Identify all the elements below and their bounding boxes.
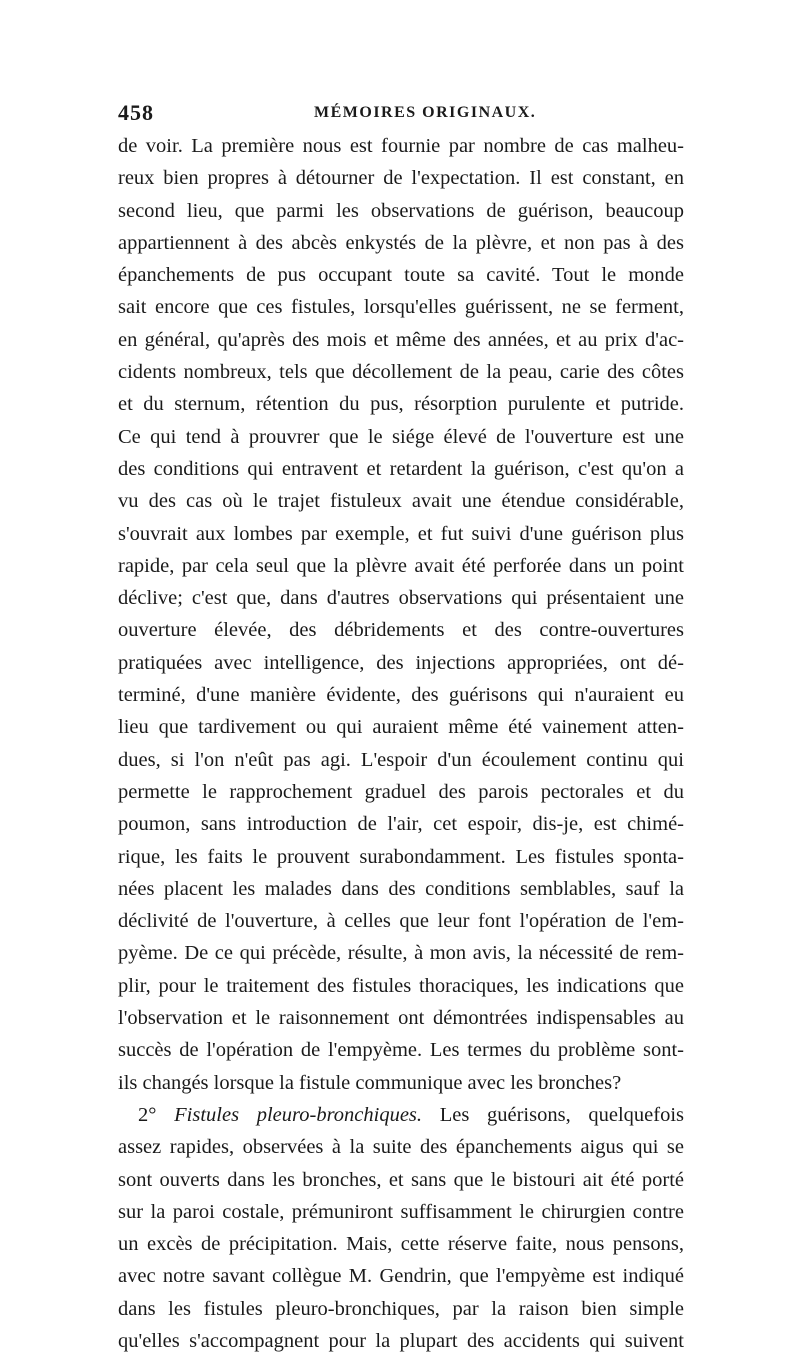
text-line: succès de l'opération de l'empyème. Les termes du problème sont- (118, 1039, 684, 1062)
text-line: plir, pour le traitement des fistules thoraciques, les indications que (118, 974, 684, 997)
text-line: rapide, par cela seul que la plèvre avait été perforée dans un point (118, 554, 684, 577)
text-line: nées placent les malades dans des conditions semblables, sauf la (118, 877, 684, 900)
text-line: rique, les faits le prouvent surabondamment. Les fistules sponta- (118, 845, 684, 868)
text-line: vu des cas où le trajet fistuleux avait une étendue considérable, (118, 490, 684, 513)
running-head: MÉMOIRES ORIGINAUX. (314, 104, 537, 121)
text-line: cidents nombreux, tels que décollement de la peau, carie des côtes (118, 361, 684, 384)
text-line: permette le rapprochement graduel des parois pectorales et du (118, 780, 684, 803)
section-title: Fistules pleuro-bronchiques. (174, 1103, 423, 1126)
section-heading-line (118, 1099, 684, 1131)
text-line: second lieu, que parmi les observations de guérison, beaucoup (118, 199, 684, 222)
text-line: appartiennent à des abcès enkystés de la plèvre, et non pas à des (118, 231, 684, 254)
text-line: dues, si l'on n'eût pas agi. L'espoir d'un écoulement continu qui (118, 748, 684, 771)
text-line: et du sternum, rétention du pus, résorption purulente et putride. (118, 393, 684, 416)
text-line: sont ouverts dans les bronches, et sans que le bistouri ait été porté (118, 1168, 684, 1191)
body-text (118, 130, 684, 1357)
text-line: lieu que tardivement ou qui auraient même été vainement atten- (118, 716, 684, 739)
text-line: pyème. De ce qui précède, résulte, à mon avis, la nécessité de rem- (118, 942, 684, 965)
text-line: ouverture élevée, des débridements et des contre-ouvertures (118, 619, 684, 642)
text-line: de voir. La première nous est fournie par nombre de cas malheu- (118, 135, 684, 157)
text-line: épanchements de pus occupant toute sa cavité. Tout le monde (118, 264, 684, 287)
text-line: avec notre savant collègue M. Gendrin, que l'empyème est indiqué (118, 1265, 684, 1288)
text-line: dans les fistules pleuro-bronchiques, par la raison bien simple (118, 1297, 684, 1320)
page-number: 458 (118, 100, 154, 125)
text-line: en général, qu'après des mois et même des années, et au prix d'ac- (118, 328, 684, 351)
text-line: sait encore que ces fistules, lorsqu'elles guérissent, ne se ferment, (118, 296, 684, 319)
text-line: l'observation et le raisonnement ont démontrées indispensables au (118, 1007, 684, 1030)
text-line: qu'elles s'accompagnent pour la plupart des accidents qui suivent (118, 1329, 684, 1352)
text-line: pratiquées avec intelligence, des injections appropriées, ont dé- (118, 651, 684, 674)
text-line: Ce qui tend à prouvrer que le siége élevé de l'ouverture est une (118, 425, 684, 448)
text-line: assez rapides, observées à la suite des épanchements aigus qui se (118, 1136, 684, 1159)
text-line: poumon, sans introduction de l'air, cet espoir, dis-je, est chimé- (118, 813, 684, 836)
text-line: reux bien propres à détourner de l'expectation. Il est constant, en (118, 167, 684, 190)
text-line: déclive; c'est que, dans d'autres observations qui présentaient une (118, 587, 684, 610)
text-line: sur la paroi costale, prémuniront suffisamment le chirurgien contre (118, 1200, 684, 1223)
page-header (118, 100, 684, 126)
text-line: s'ouvrait aux lombes par exemple, et fut suivi d'une guérison plus (118, 522, 684, 545)
text-line: ils changés lorsque la fistule communique avec les bronches? (118, 1071, 622, 1094)
text-line: un excès de précipitation. Mais, cette réserve faite, nous pensons, (118, 1233, 684, 1256)
section-number: 2° (138, 1103, 157, 1126)
text-line: déclivité de l'ouverture, à celles que leur font l'opération de l'em- (118, 910, 684, 933)
text-line: des conditions qui entravent et retardent la guérison, c'est qu'on a (118, 457, 684, 480)
text-line: terminé, d'une manière évidente, des guérisons qui n'auraient eu (118, 684, 684, 707)
section-first-line: Les guérisons, quelquefois (439, 1103, 684, 1126)
